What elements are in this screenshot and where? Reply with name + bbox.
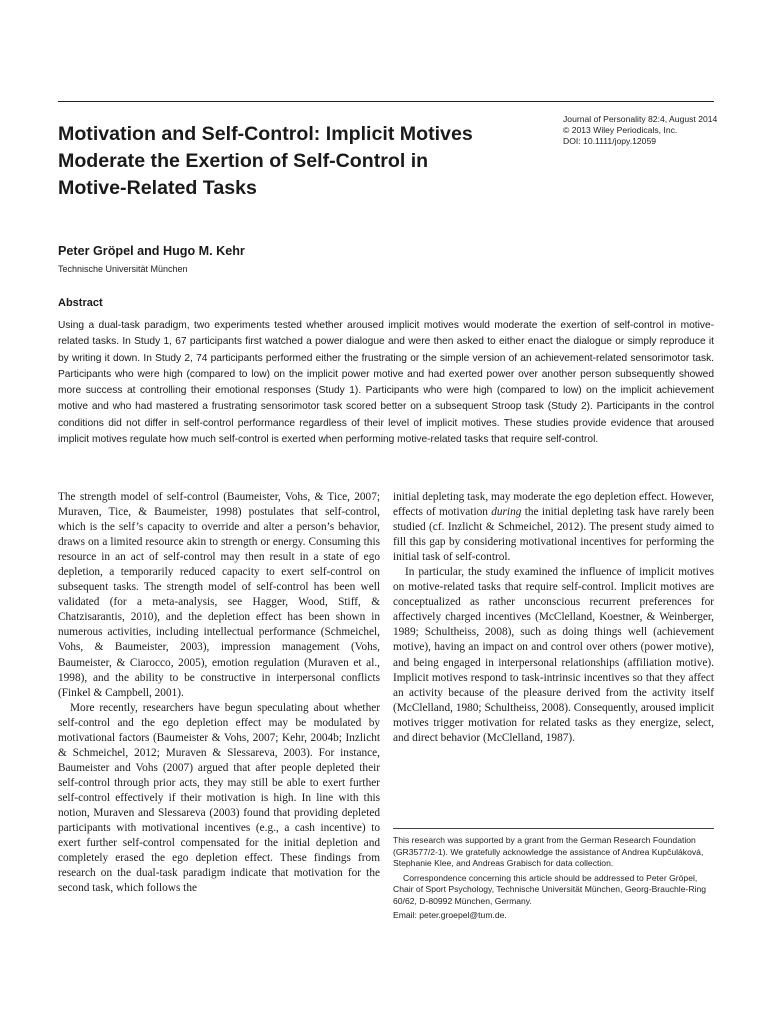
body-column-right [393,490,714,746]
text-run: the initial depleting task have rarely been studied (cf. Inzlicht & Schmeichel, 2012). The present study aimed to fill this gap by considering motivational incentives for performing the initial task of self-control. [393,506,715,564]
journal-doi: DOI: 10.1111/jopy.12059 [563,136,657,147]
affiliation: Technische Universität München [58,264,188,274]
header-rule [58,101,714,102]
journal-copyright: © 2013 Wiley Periodicals, Inc. [563,125,678,136]
funding-note: This research was supported by a grant from the German Research Foundation (GR3577/2-1). We gratefully acknowledge the assistance of Andrea Kupčuláková, Stephanie Klee, and Andreas Grabisch for data collection. [393,835,704,868]
paragraph: In particular, the study examined the influence of implicit motives on motive-related tasks that require self-control. Implicit motives are conceptualized as rather unconscious recurrent preferences for affectively charged incentives (McClelland, Koestner, & Weinberger, 1989; Schultheiss, 2008), such as doing things well (achievement motive), having an impact on and control over others (power motive), and being engaged in interpersonal relationships (affiliation motive). Implicit motives respond to task-intrinsic incentives so that they affect an activity because of the pleasure derived from the activity itself (McClelland, 1980; Schultheiss, 2008). Consequently, aroused implicit motives trigger motivation for related tasks as they energize, select, and direct behavior (McClelland, 1987). [393,566,714,744]
footnote-rule [393,828,714,829]
authors: Peter Gröpel and Hugo M. Kehr [58,244,245,258]
footnotes [393,835,714,922]
correspondence-note: Correspondence concerning this article should be addressed to Peter Gröpel, Chair of Sport Psychology, Technische Universität München, Georg-Brauchle-Ring 60/62, D-80992 München, Germany. [393,872,707,906]
journal-info [563,114,763,148]
abstract-text: Using a dual-task paradigm, two experiments tested whether aroused implicit motives would moderate the exertion of self-control in motive-related tasks. In Study 1, 67 participants first watched a power dialogue and were then asked to either enact the dialogue or simply reproduce it by writing it down. In Study 2, 74 participants performed either the frustrating or the simple version of an achievement-related sensorimotor task. Participants who were high (compared to low) on the implicit power motive and had exerted power over another person subsequently showed more success at controlling their emotional responses (Study 1). Participants who were high (compared to low) on the implicit achievement motive and who had mastered a frustrating sensorimotor task scored better on a subsequent Stroop task (Study 2). Participants in the control conditions did not differ in self-control performance regardless of their level of implicit motives. These studies provide evidence that aroused implicit motives regulate how much self-control is exerted when performing motive-related tasks that require self-control. [58,320,714,446]
emphasis-during: during [491,506,522,519]
body-column-left [58,490,380,896]
email-note: Email: peter.groepel@tum.de. [393,910,507,920]
abstract-heading: Abstract [58,297,103,309]
text-run: initial depleting task, may moderate the ego depletion effect. However, effects of motivation [393,491,714,519]
paper-title: Motivation and Self-Control: Implicit Motives Moderate the Exertion of Self-Control in Motive-Related Tasks [58,123,473,199]
paragraph: More recently, researchers have begun speculating about whether self-control and the ego depletion effect may be modulated by motivational factors (Baumeister & Vohs, 2007; Kehr, 2004b; Inzlicht & Schmeichel, 2012; Muraven & Slessareva, 2003). For instance, Baumeister and Vohs (2007) argued that after people depleted their self-control through prior acts, they may still be able to exert further self-control effectively if their motivation is high. In line with this notion, Muraven and Slessareva (2003) found that providing depleted participants with motivational incentives (e.g., a cash incentive) to exert further self-control compensated for the initial depletion and completely erased the ego depletion effect. These findings from research on the dual-task paradigm indicate that motivation for the second task, which follows the [58,701,380,895]
paragraph [393,490,714,565]
paragraph: The strength model of self-control (Baumeister, Vohs, & Tice, 2007; Muraven, Tice, & Baumeister, 1998) postulates that self-control, which is the self’s capacity to override and alter a person’s behavior, draws on a limited resource akin to strength or energy. Consuming this resource in an act of self-control may then result in a state of ego depletion, a temporarily reduced capacity to exert self-control on subsequent tasks. The strength model of self-control has been well validated (for a meta-analysis, see Hagger, Wood, Stiff, & Chatzisarantis, 2010), and the depletion effect has been shown in numerous activities, including intellectual performance (Schmeichel, Vohs, & Baumeister, 2003), impression management (Vohs, Baumeister, & Ciarocco, 2005), emotion regulation (Muraven et al., 1998), and the ability to be constructive in interpersonal conflicts (Finkel & Campbell, 2001). [58,491,380,699]
journal-citation: Journal of Personality 82:4, August 2014 [563,114,718,124]
